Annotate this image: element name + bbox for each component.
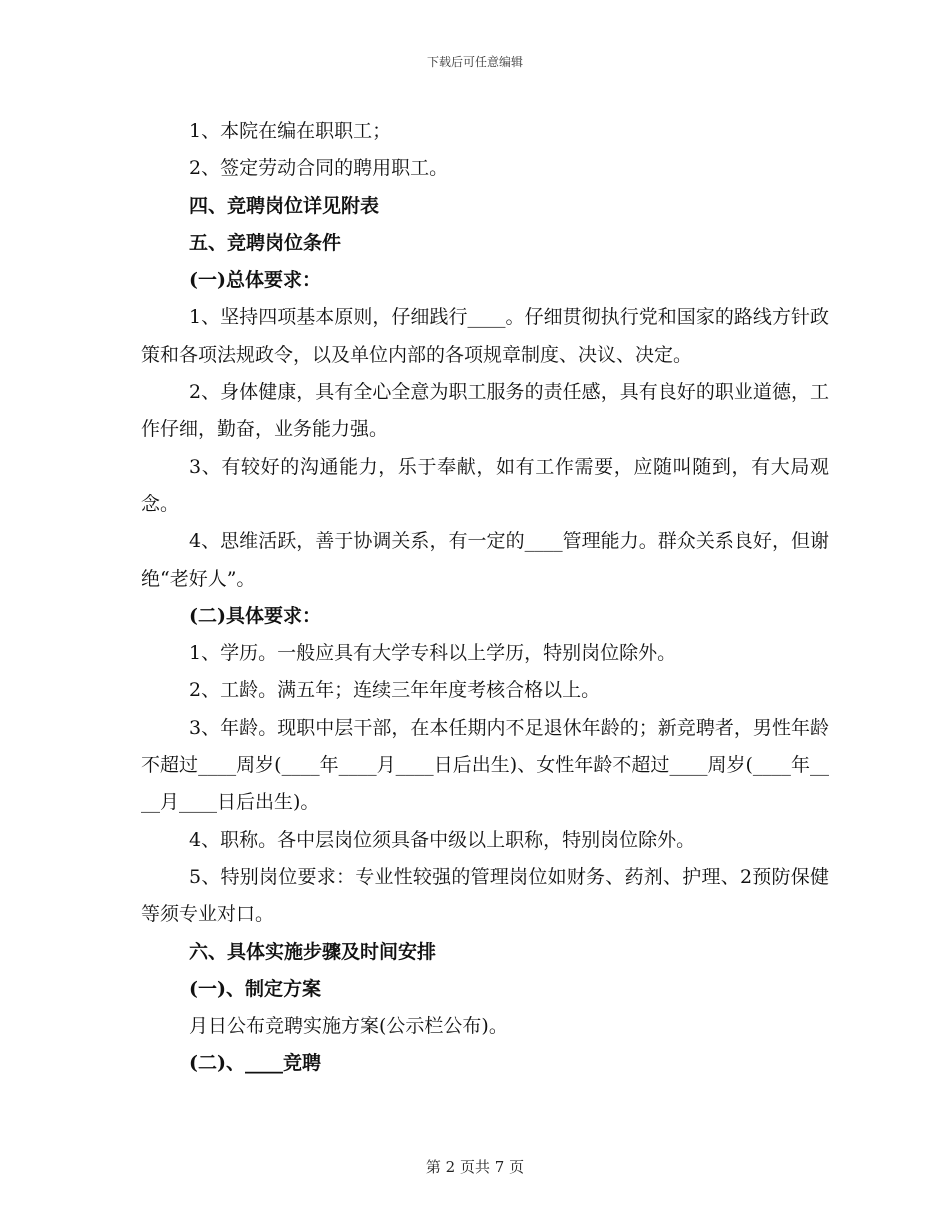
paragraph: 2、身体健康，具有全心全意为职工服务的责任感，具有良好的职业道德，工作仔细，勤奋，业务能力强。 (141, 381, 829, 441)
paragraph: 1、本院在编在职职工； (189, 120, 392, 142)
section-heading: 五、竞聘岗位条件 (189, 231, 342, 254)
subsection-heading: (一)总体要求： (189, 269, 321, 292)
paragraph: 1、学历。一般应具有大学专科以上学历，特别岗位除外。 (189, 642, 677, 665)
section-heading: 四、竞聘岗位详见附表 (189, 194, 380, 217)
paragraph: 3、有较好的沟通能力，乐于奉献，如有工作需要，应随叫随到，有大局观念。 (141, 455, 829, 515)
page-footer: 第 2 页共 7 页 (425, 1158, 525, 1176)
paragraph: 月日公布竞聘实施方案(公示栏公布)。 (189, 1015, 508, 1038)
paragraph: 1、坚持四项基本原则，仔细践行____。仔细贯彻执行党和国家的路线方针政策和各项法规政令，以及单位内部的各项规章制度、决议、决定。 (141, 306, 829, 366)
page-header: 下载后可任意编辑 (426, 55, 523, 69)
paragraph: 4、思维活跃，善于协调关系，有一定的____管理能力。群众关系良好，但谢绝“老好人”。 (141, 530, 829, 590)
subsection-heading: (二)具体要求： (189, 604, 321, 627)
subsection-heading: (二)、____竞聘 (189, 1052, 321, 1075)
subsection-heading: (一)、制定方案 (189, 977, 321, 1000)
paragraph: 4、职称。各中层岗位须具备中级以上职称，特别岗位除外。 (189, 828, 696, 851)
paragraph: 2、工龄。满五年；连续三年年度考核合格以上。 (189, 679, 601, 702)
paragraph: 5、特别岗位要求：专业性较强的管理岗位如财务、药剂、护理、2预防保健等须专业对口。 (141, 865, 829, 926)
section-heading: 六、具体实施步骤及时间安排 (189, 940, 437, 963)
paragraph: 2、签定劳动合同的聘用职工。 (189, 157, 449, 180)
document-body (141, 113, 829, 1083)
paragraph: 3、年龄。现职中层干部，在本任期内不足退休年龄的；新竞聘者，男性年龄不超过____周岁(____年____月____日后出生)、女性年龄不超过____周岁(____年____月____日后出生)。 (141, 716, 829, 814)
